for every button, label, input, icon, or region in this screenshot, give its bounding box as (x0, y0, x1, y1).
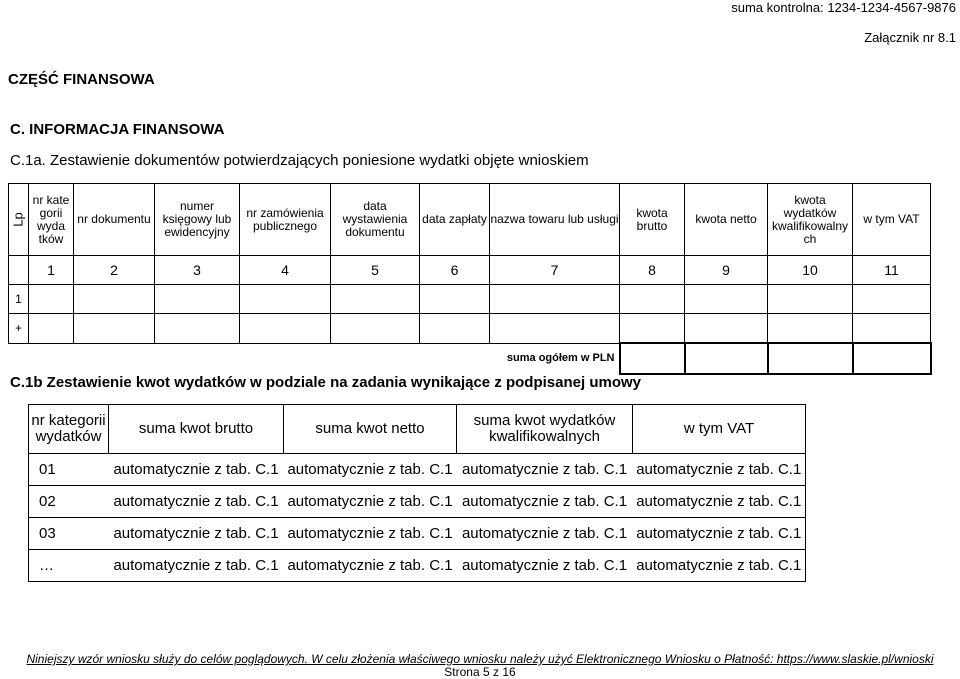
data-cell[interactable] (420, 314, 490, 344)
data-cell[interactable] (490, 314, 620, 344)
column-number: 1 (29, 256, 74, 285)
lp-header: Lp (9, 184, 29, 256)
section-title: C. INFORMACJA FINANSOWA (10, 121, 225, 138)
sum-eligible-cell (768, 343, 853, 374)
column-number: 6 (420, 256, 490, 285)
auto-value-cell: automatycznie z tab. C.1 (284, 486, 457, 518)
table-row (29, 518, 806, 550)
column-header: w tym VAT (633, 405, 806, 454)
auto-value-cell: automatycznie z tab. C.1 (284, 550, 457, 582)
column-header: nr kategorii wydatków (29, 405, 109, 454)
column-header: nazwa towaru lub usługi (490, 184, 620, 256)
sum-brutto-cell (620, 343, 685, 374)
table-header-row (9, 184, 931, 256)
data-cell[interactable] (74, 314, 155, 344)
table-row (9, 285, 931, 314)
table-row (9, 314, 931, 344)
data-cell[interactable] (768, 285, 853, 314)
category-number: 03 (29, 518, 109, 550)
column-header: numer księgowy lub ewidencyjny (155, 184, 240, 256)
column-number: 5 (331, 256, 420, 285)
auto-value-cell: automatycznie z tab. C.1 (284, 518, 457, 550)
data-cell[interactable] (331, 314, 420, 344)
data-cell[interactable] (490, 285, 620, 314)
column-number: 3 (155, 256, 240, 285)
data-cell[interactable] (685, 285, 768, 314)
auto-value-cell: automatycznie z tab. C.1 (457, 518, 633, 550)
lp-cell: 1 (9, 285, 29, 314)
column-number: 8 (620, 256, 685, 285)
auto-value-cell: automatycznie z tab. C.1 (633, 454, 806, 486)
auto-value-cell: automatycznie z tab. C.1 (284, 454, 457, 486)
column-header: kwota brutto (620, 184, 685, 256)
auto-value-cell: automatycznie z tab. C.1 (633, 518, 806, 550)
add-row-button[interactable]: + (9, 314, 29, 344)
subsection-b-title: C.1b Zestawienie kwot wydatków w podziale na zadania wynikające z podpisanej umowy (10, 374, 641, 391)
data-cell[interactable] (74, 285, 155, 314)
auto-value-cell: automatycznie z tab. C.1 (633, 550, 806, 582)
column-number: 11 (853, 256, 931, 285)
column-header: nr dokumentu (74, 184, 155, 256)
data-cell[interactable] (768, 314, 853, 344)
column-header: suma kwot wydatków kwalifikowalnych (457, 405, 633, 454)
column-number: 10 (768, 256, 853, 285)
data-cell[interactable] (29, 285, 74, 314)
data-cell[interactable] (853, 314, 931, 344)
data-cell[interactable] (853, 285, 931, 314)
subsection-a-title: C.1a. Zestawienie dokumentów potwierdzających poniesione wydatki objęte wnioskiem (10, 152, 589, 169)
data-cell[interactable] (620, 314, 685, 344)
column-header: data wystawienia dokumentu (331, 184, 420, 256)
table-header-row (29, 405, 806, 454)
column-header: kwota wydatków kwalifikowalny ch (768, 184, 853, 256)
table-row (29, 454, 806, 486)
sum-row (9, 343, 931, 374)
auto-value-cell: automatycznie z tab. C.1 (109, 518, 284, 550)
data-cell[interactable] (240, 314, 331, 344)
data-cell[interactable] (331, 285, 420, 314)
column-number: 9 (685, 256, 768, 285)
part-title: CZĘŚĆ FINANSOWA (8, 71, 155, 88)
auto-value-cell: automatycznie z tab. C.1 (109, 486, 284, 518)
data-cell[interactable] (240, 285, 331, 314)
category-summary-table (28, 404, 806, 582)
column-header: suma kwot brutto (109, 405, 284, 454)
column-header: data zapłaty (420, 184, 490, 256)
category-number: 02 (29, 486, 109, 518)
data-cell[interactable] (420, 285, 490, 314)
auto-value-cell: automatycznie z tab. C.1 (457, 550, 633, 582)
table-row (29, 550, 806, 582)
column-header: suma kwot netto (284, 405, 457, 454)
footer-notice-link[interactable]: Niniejszy wzór wniosku służy do celów poglądowych. W celu złożenia właściwego wniosku należy użyć Elektronicznego Wniosku o Płatność: https://www.slaskie.pl/wnioski (26, 652, 934, 666)
column-numbers-row (9, 256, 931, 285)
column-number: 4 (240, 256, 331, 285)
lp-number-cell (9, 256, 29, 285)
data-cell[interactable] (155, 314, 240, 344)
auto-value-cell: automatycznie z tab. C.1 (457, 454, 633, 486)
auto-value-cell: automatycznie z tab. C.1 (457, 486, 633, 518)
sum-vat-cell (853, 343, 931, 374)
sum-label: suma ogółem w PLN (506, 352, 615, 364)
table-row (29, 486, 806, 518)
column-header: nr zamówienia publicznego (240, 184, 331, 256)
attachment-label: Załącznik nr 8.1 (864, 30, 956, 45)
expense-documents-table (8, 183, 932, 375)
data-cell[interactable] (155, 285, 240, 314)
data-cell[interactable] (29, 314, 74, 344)
data-cell[interactable] (620, 285, 685, 314)
category-number: … (29, 550, 109, 582)
column-header: kwota netto (685, 184, 768, 256)
sum-netto-cell (685, 343, 768, 374)
column-number: 7 (490, 256, 620, 285)
checksum-label: suma kontrolna: 1234-1234-4567-9876 (731, 0, 956, 15)
auto-value-cell: automatycznie z tab. C.1 (109, 454, 284, 486)
data-cell[interactable] (685, 314, 768, 344)
column-header: w tym VAT (853, 184, 931, 256)
category-number: 01 (29, 454, 109, 486)
auto-value-cell: automatycznie z tab. C.1 (109, 550, 284, 582)
page-number: Strona 5 z 16 (444, 665, 516, 679)
column-number: 2 (74, 256, 155, 285)
auto-value-cell: automatycznie z tab. C.1 (633, 486, 806, 518)
column-header: nr kate gorii wyda tków (29, 184, 74, 256)
